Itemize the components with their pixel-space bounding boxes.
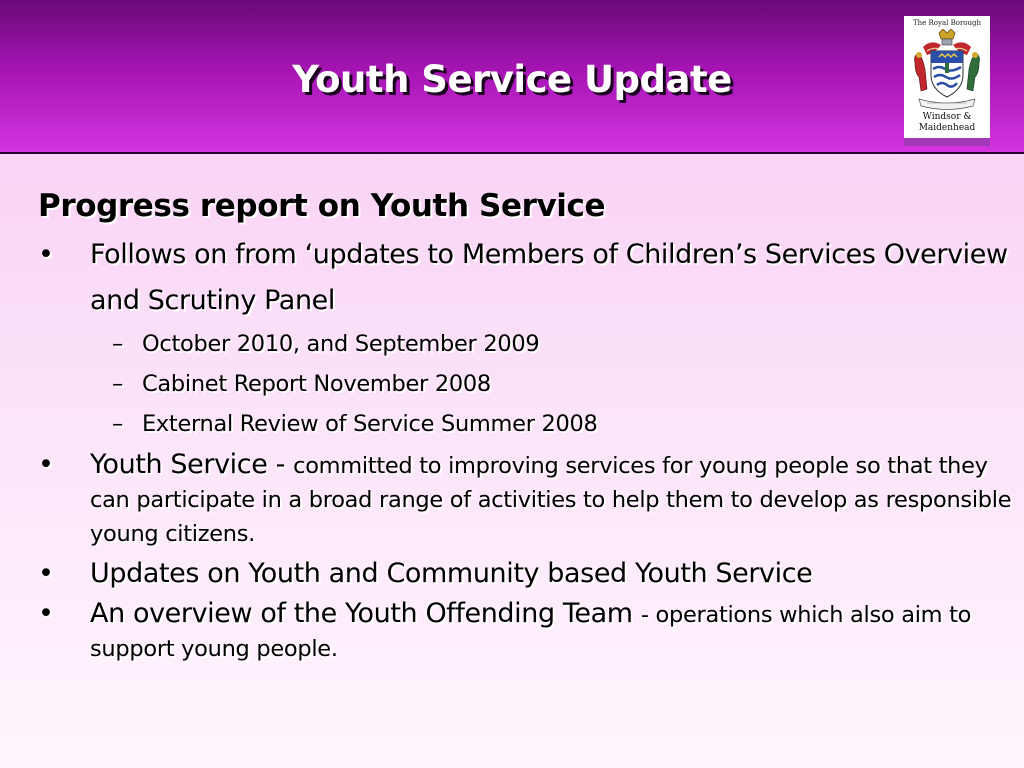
sub-item-text: Cabinet Report November 2008: [142, 371, 491, 397]
sub-item-cabinet-report: [38, 364, 1013, 404]
bullet-icon: •: [38, 558, 54, 589]
section-heading: Progress report on Youth Service: [38, 188, 606, 224]
dash-icon: –: [112, 411, 123, 437]
sub-item-external-review: [38, 404, 1013, 444]
sub-item-october-2010: [38, 324, 1013, 364]
bullet-icon: •: [38, 598, 54, 629]
dash-icon: –: [112, 331, 123, 357]
bullet-text: Follows on from ‘updates to Members of Children’s Services Overview and Scrutiny Panel: [90, 239, 1008, 316]
title-bar: [0, 0, 1024, 154]
sub-item-text: October 2010, and September 2009: [142, 331, 540, 357]
bullet-item-follows-on: [38, 232, 1013, 324]
borough-logo: [904, 16, 990, 146]
logo-name-line2: Maidenhead: [918, 123, 976, 133]
bullet-text: Updates on Youth and Community based Youth Service: [90, 558, 813, 589]
slide-body: [38, 182, 1013, 666]
logo-accent-bar: [904, 138, 990, 146]
bullet-icon: •: [38, 449, 54, 480]
dash-icon: –: [112, 371, 123, 397]
bullet-item-updates: [38, 551, 1013, 597]
bullet-lead-text: An overview of the Youth Offending Team: [90, 598, 641, 629]
bullet-text: - operations which also aim to support young people.: [90, 602, 972, 662]
logo-name-line1: Windsor &: [922, 112, 972, 122]
sub-item-text: External Review of Service Summer 2008: [142, 411, 598, 437]
coat-of-arms-icon: [909, 29, 985, 111]
logo-borough-name: [904, 112, 990, 134]
bullet-icon: •: [38, 239, 54, 270]
bullet-item-youth-service: [38, 448, 1013, 551]
bullet-item-youth-offending-team: [38, 597, 1013, 666]
logo-top-text: The Royal Borough: [912, 19, 982, 27]
bullet-text: committed to improving services for young people so that they can participate in a broad range of activities to help them to develop as responsible young citizens.: [90, 453, 1012, 547]
bullet-lead-text: Youth Service -: [90, 449, 294, 480]
slide-title: Youth Service Update: [292, 58, 732, 101]
